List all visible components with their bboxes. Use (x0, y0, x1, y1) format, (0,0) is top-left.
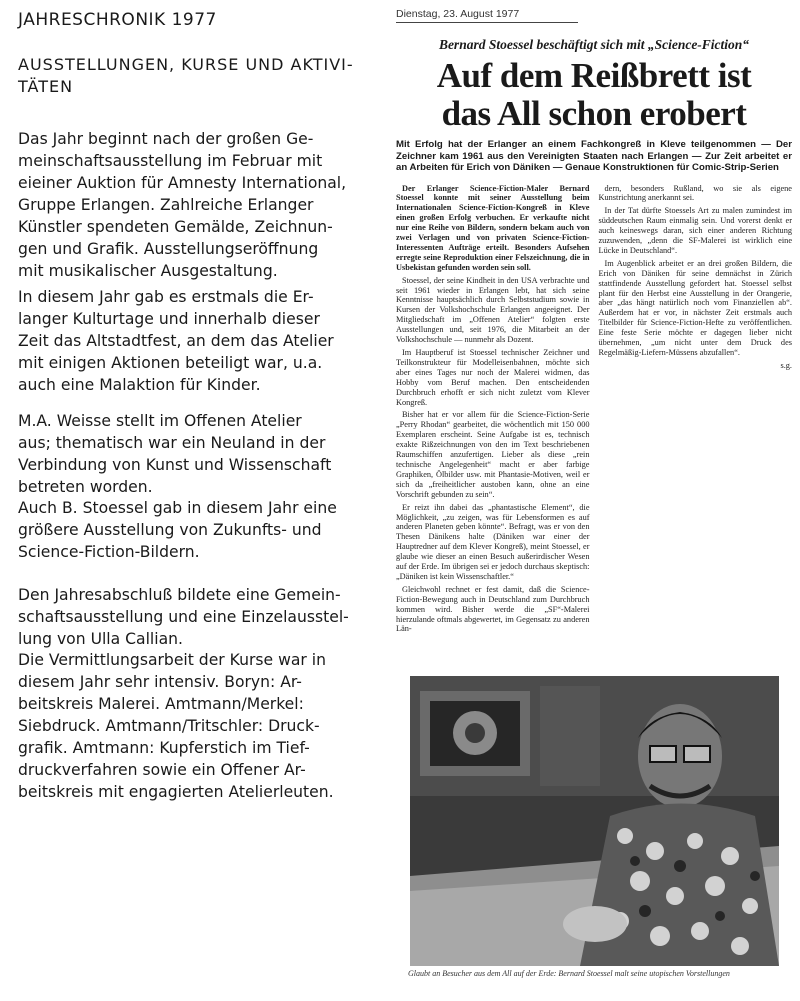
text-line: eieiner Auktion für Amnesty International, (18, 174, 347, 192)
text-line: diesem Jahr sehr intensiv. Boryn: Ar- (18, 673, 302, 691)
paragraph-courses (18, 649, 390, 803)
text-line: mit musikalischer Ausgestaltung. (18, 262, 278, 280)
artist-photo (410, 676, 779, 966)
text-line: Das Jahr beginnt nach der großen Ge- (18, 130, 314, 148)
text-line: beitskreis mit engagierten Atelierleuten. (18, 783, 334, 801)
text-line: mit einigen Aktionen beteiligt war, u.a. (18, 354, 323, 372)
text-line: Auch B. Stoessel gab in diesem Jahr eine (18, 499, 337, 517)
headline-line2: das All schon erobert (441, 94, 747, 133)
text-line: Gruppe Erlangen. Zahlreiche Erlanger (18, 196, 314, 214)
paragraph-stoessel (18, 497, 390, 563)
clipping-date: Dienstag, 23. August 1977 (396, 8, 578, 23)
text-line: beitskreis Malerei. Amtmann/Merkel: (18, 695, 304, 713)
article-paragraph: Stoessel, der seine Kindheit in den USA verbrachte und seit 1961 wieder in Erlangen lebt, hat sich seine Kenntnisse hauptsächlich durch Selbststudium sowie in Kursen der Volkshochschule Erlangen angeeignet. Der Mitgliedschaft im „Offenen Atelier“ folgten erste Ausstellungen und, seit 1976, die Mitarbeit an der Volkshochschule — nunmehr als Dozent. (396, 275, 590, 345)
article-paragraph: Der Erlanger Science-Fiction-Maler Bernard Stoessel konnte mit seiner Ausstellung beim Internationalen Science-Fiction-Kongreß in Kleve einen großen Erfolg verbuchen. Er verkaufte nicht nur eine Reihe von Bildern, sondern bekam auch von zwei Verlagen und von privaten Science-Fiction-Interessenten Aufträge erteilt. Besonders Aufsehen erregte seine Reproduktion einer Felszeichnung, die in Usbekistan gefunden worden sein soll. (396, 183, 590, 272)
article-paragraph: Im Hauptberuf ist Stoessel technischer Zeichner und Teilkonstrukteur für Modelleisenbahnen, möchte sich aber eines Tages nur noch der Malerei widmen, das Hobby vom Beruf machen. Den entscheidenden Durchbruch erhofft er sich nicht zuletzt vom Klever Kongreß. (396, 348, 590, 407)
clipping-headline (396, 57, 792, 133)
chronicle-title: JAHRESCHRONIK 1977 (18, 10, 217, 30)
article-columns (396, 184, 792, 638)
headline-line1: Auf dem Reißbrett ist (436, 56, 752, 95)
text-line: Künstler spendeten Gemälde, Zeichnun- (18, 218, 333, 236)
text-line: Die Vermittlungsarbeit der Kurse war in (18, 651, 326, 669)
author-signature: s.g. (780, 360, 792, 370)
text-line: schaftsausstellung und eine Einzelausstel- (18, 608, 349, 626)
text-line: grafik. Amtmann: Kupferstich im Tief- (18, 739, 310, 757)
photo-illustration (410, 676, 779, 966)
article-column-left (396, 184, 590, 638)
paragraph-weisse (18, 410, 390, 498)
article-paragraph: Er reizt ihn dabei das „phantastische Element“, die Möglichkeit, „zu zeigen, was für Lebensformen es auf anderen Planeten geben könnte“. Befragt, was er von den Thesen Dänikens halte (Däniken war einer der Hauptredner auf dem Klever Kongreß), meint Stoessel, er glaube wie dieser an einen Besuch außerirdischer Wesen auf der Erde. Im übrigen sei er jedoch durchaus skeptisch: „Däniken ist kein Wissenschaftler.“ (396, 502, 590, 581)
text-line: lung von Ulla Callian. (18, 630, 183, 648)
article-paragraph: In der Tat dürfte Stoessels Art zu malen zumindest im süddeutschen Raum einmalig sein. Und vorerst denkt er auch keineswegs daran, sich einer anderen Richtung zuzuwenden, „denn die SF-Malerei ist wirklich eine Lücke in Deutschland“. (598, 206, 792, 255)
text-line: aus; thematisch war ein Neuland in der (18, 434, 326, 452)
text-line: Science-Fiction-Bildern. (18, 543, 200, 561)
newspaper-clipping (396, 8, 792, 637)
chronicle-column (18, 10, 390, 801)
article-column-right (599, 184, 793, 638)
photo-caption: Glaubt an Besucher aus dem All auf der Erde: Bernard Stoessel malt seine utopischen Vorstellungen (408, 969, 730, 978)
paragraph-auction (18, 128, 390, 282)
paragraph-kulturtage (18, 286, 390, 396)
text-line: In diesem Jahr gab es erstmals die Er- (18, 288, 314, 306)
clipping-kicker: Bernard Stoessel beschäftigt sich mit „Science-Fiction“ (438, 37, 750, 52)
text-line: auch eine Malaktion für Kinder. (18, 376, 261, 394)
text-line: M.A. Weisse stellt im Offenen Atelier (18, 412, 302, 430)
article-paragraph: Im Augenblick arbeitet er an drei großen Bildern, die Erich von Däniken für seine demnächst in Zürich stattfindende Ausstellung gefordert hat. Stoessel selbst plant für den Herbst eine Ausstellung in der Orangerie, aber „das hängt natürlich noch vom Finanziellen ab“. Außerdem hat er vor, in nächster Zeit erstmals auch Titelbilder für Science-Fiction-Hefte zu veröffentlichen. Eine feste Serie möchte er dagegen lieber nicht übernehmen, „um nicht unter dem Druck des Regelmäßig-Liefern-Müssens abzufallen“. (598, 258, 792, 357)
text-line: druckverfahren sowie ein Offener Ar- (18, 761, 306, 779)
article-paragraph: Gleichwohl rechnet er fest damit, daß die Science-Fiction-Bewegung auch in Deutschland zum Durchbruch kommen wird. Bisher werde die „SF“-Malerei hierzulande oftmals abgewertet, im Gegensatz zu anderen Län- (396, 584, 590, 634)
section-title-line1: AUSSTELLUNGEN, KURSE UND AKTIVI- (18, 55, 354, 74)
text-line: Den Jahresabschluß bildete eine Gemein- (18, 586, 341, 604)
paragraph-year-end (18, 584, 390, 650)
text-line: betreten worden. (18, 478, 153, 496)
article-paragraph: Bisher hat er vor allem für die Science-Fiction-Serie „Perry Rhodan“ gearbeitet, die wöchentlich mit 150 000 Exemplaren erscheint. Seine Aufgabe ist es, technisch exakte Rißzeichnungen von den im Text beschriebenen Raumschiffen anzufertigen. Lieber als diese „rein technische Angelegenheit“ macht er aber farbige Graphiken, Ölbilder usw. mit Phantasie-Motiven, weil er sich da „freiheitlicher austoben kann, ohne an eine Vorschrift gebunden zu sein“. (396, 410, 590, 499)
text-line: Siebdruck. Amtmann/Tritschler: Druck- (18, 717, 320, 735)
text-line: größere Ausstellung von Zukunfts- und (18, 521, 322, 539)
text-line: langer Kulturtage und innerhalb dieser (18, 310, 320, 328)
text-line: gen und Grafik. Ausstellungseröffnung (18, 240, 319, 258)
article-paragraph: dern, besonders Rußland, wo sie als eigene Kunstrichtung anerkannt sei. (598, 183, 792, 203)
text-line: Verbindung von Kunst und Wissenschaft (18, 456, 332, 474)
text-line: meinschaftsausstellung im Februar mit (18, 152, 323, 170)
clipping-intro: Mit Erfolg hat der Erlanger an einem Fachkongreß in Kleve teilgenommen — Der Zeichner kam 1961 aus den Vereinigten Staaten nach Erlangen — Zur Zeit arbeitet er an Arbeiten für Erich von Däniken — Genaue Konstruktionen für Comic-Strip-Serien (396, 139, 792, 173)
text-line: Zeit das Altstadtfest, an dem das Atelier (18, 332, 334, 350)
section-title-line2: TÄTEN (18, 77, 74, 96)
